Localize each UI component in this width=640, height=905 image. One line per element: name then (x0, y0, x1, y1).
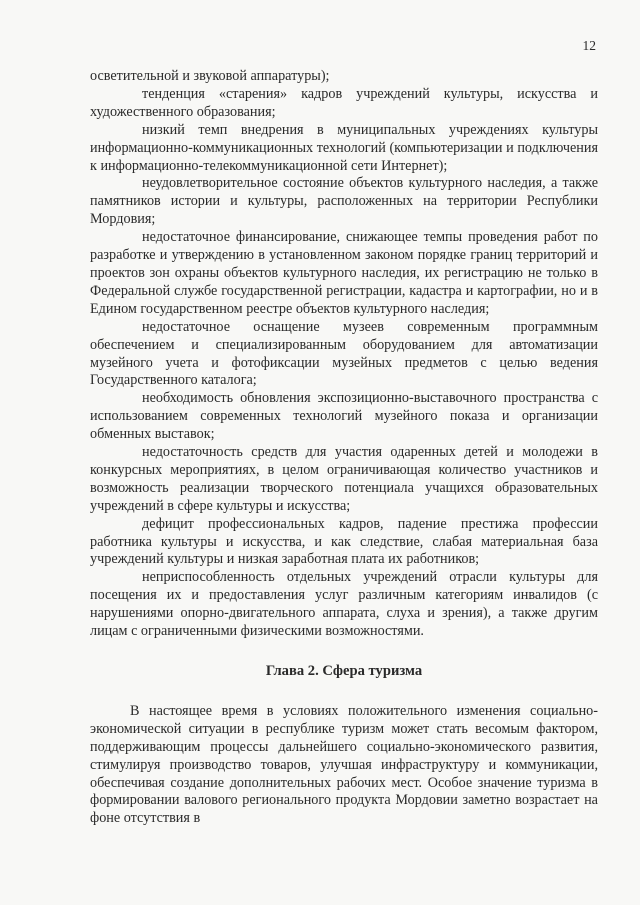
chapter-paragraph: В настоящее время в условиях положительного изменения социально-экономической ситуации в республике туризм может стать весомым фактором, поддерживающим процессы дальнейшего социально-экономического развития, стимулируя производство товаров, улучшая инфраструктуру и коммуникации, обеспечивая создание дополнительных рабочих мест. Особое значение туризма в формировании валового регионального продукта Мордовии заметно возрастает на фоне отсутствия в (90, 702, 598, 827)
list-item: недостаточное оснащение музеев современным программным обеспечением и специализированным оборудованием для автоматизации музейного учета и фотофиксации музейных предметов с целью ведения Государственного каталога; (90, 318, 598, 389)
list-item: недостаточное финансирование, снижающее темпы проведения работ по разработке и утверждению в установленном законом порядке границ территорий и проектов зон охраны объектов культурного наследия, их регистрацию не только в Федеральной службе государственной регистрации, кадастра и картографии, но и в Едином государственном реестре объектов культурного наследия; (90, 229, 598, 317)
page-number: 12 (582, 38, 596, 53)
list-continuation: осветительной и звуковой аппаратуры); (90, 68, 330, 84)
document-body (90, 68, 598, 828)
list-item: необходимость обновления экспозиционно-выставочного пространства с использованием современных технологий музейного показа и организации обменных выставок; (90, 390, 598, 443)
list-item: дефицит профессиональных кадров, падение престижа профессии работника культуры и искусства, и как следствие, слабая материальная база учреждений культуры и низкая заработная плата их работников; (90, 515, 598, 568)
list-item: низкий темп внедрения в муниципальных учреждениях культуры информационно-коммуникационных технологий (компьютеризации и подключения к информационно-телекоммуникационной сети Интернет); (90, 121, 598, 174)
list-item: тенденция «старения» кадров учреждений культуры, искусства и художественного образования; (90, 85, 598, 120)
chapter-heading: Глава 2. Сфера туризма (265, 663, 423, 679)
list-item: недостаточность средств для участия одаренных детей и молодежи в конкурсных мероприятиях, в целом ограничивающая количество участников и возможность реализации творческого потенциала учащихся образовательных учреждений в сфере культуры и искусства; (90, 444, 598, 514)
list-item: неприспособленность отдельных учреждений отрасли культуры для посещения их и предоставления услуг различным категориям инвалидов (с нарушениями опорно-двигательного аппарата, слуха и зрения), а также другим лицам с ограниченными физическими возможностями. (90, 569, 598, 640)
list-item: неудовлетворительное состояние объектов культурного наследия, а также памятников истории и культуры, расположенных на территории Республики Мордовия; (90, 175, 598, 228)
